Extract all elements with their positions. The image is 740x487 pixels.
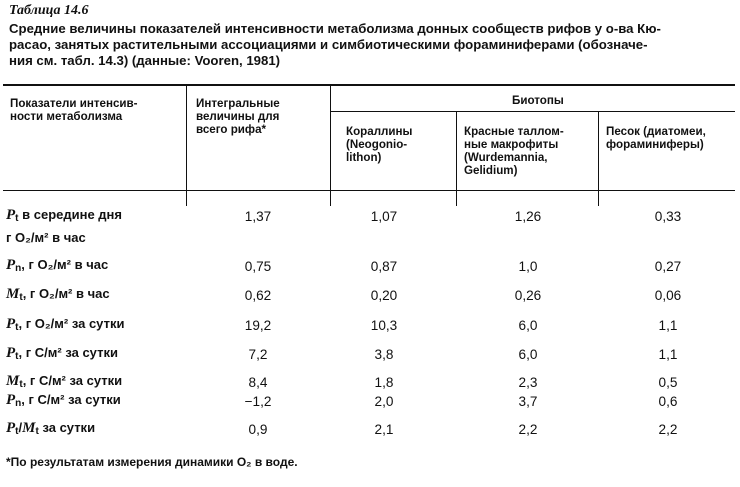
footnote: *По результатам измерения динамики O₂ в воде.	[6, 455, 298, 469]
table-cell: −1,2	[244, 394, 272, 409]
table-cell: 1,37	[244, 209, 272, 224]
header-biotopes: Биотопы	[512, 94, 564, 107]
table-cell: 2,0	[374, 394, 394, 409]
table-cell: 0,9	[248, 422, 268, 437]
row-label: $P_n$, г C/м² за сутки	[6, 392, 121, 409]
table-cell: 0,62	[244, 288, 272, 303]
table-cell: 3,8	[374, 347, 394, 362]
table-cell: 1,26	[514, 209, 542, 224]
table-cell: 19,2	[244, 318, 272, 333]
header-bottom-rule	[3, 190, 735, 191]
table-cell: 0,75	[244, 259, 272, 274]
table-cell: 8,4	[248, 375, 268, 390]
biotope-rule	[330, 111, 735, 112]
table-label: Таблица 14.6	[9, 3, 89, 18]
top-rule	[3, 84, 735, 86]
header-integral: Интегральные величины для всего рифа*	[196, 97, 280, 136]
table-cell: 2,2	[518, 422, 538, 437]
row-label: $P_n$, г O₂/м² в час	[6, 257, 109, 274]
header-indicators: Показатели интенсив- ности метаболизма	[10, 97, 138, 123]
table-cell: 1,07	[370, 209, 398, 224]
table-cell: 6,0	[518, 347, 538, 362]
table-cell: 0,06	[654, 288, 682, 303]
table-cell: 7,2	[248, 347, 268, 362]
table-cell: 2,2	[658, 422, 678, 437]
header-sand: Песок (диатомеи, фораминиферы)	[606, 125, 706, 151]
table-cell: 1,8	[374, 375, 394, 390]
table-cell: 6,0	[518, 318, 538, 333]
table-cell: 0,87	[370, 259, 398, 274]
table-cell: 0,33	[654, 209, 682, 224]
caption-line: Средние величины показателей интенсивности метаболизма донных сообществ рифов у о-ва Кю-	[9, 21, 661, 36]
header-divider	[330, 85, 331, 206]
table-cell: 0,5	[658, 375, 678, 390]
caption-line: расао, занятых растительными ассоциациями и симбиотическими фораминиферами (обозначе-	[9, 37, 648, 52]
row-label: $M_t$, г C/м² за сутки	[6, 373, 123, 390]
table-caption	[9, 21, 735, 69]
table-cell: 3,7	[518, 394, 538, 409]
header-divider	[598, 111, 599, 206]
table-cell: 0,27	[654, 259, 682, 274]
table-cell: 2,1	[374, 422, 394, 437]
table-cell: 0,20	[370, 288, 398, 303]
table-cell: 0,26	[514, 288, 542, 303]
header-corallines: Кораллины (Neogonio- lithon)	[346, 125, 413, 164]
row-label: $P_t/M_t$ за сутки	[6, 420, 96, 437]
table-cell: 0,6	[658, 394, 678, 409]
row-label: $P_t$, г O₂/м² за сутки	[6, 316, 125, 333]
caption-line: ния см. табл. 14.3) (данные: Vooren, 1981)	[9, 53, 281, 68]
table-cell: 10,3	[370, 318, 398, 333]
table-cell: 1,1	[658, 347, 678, 362]
row-label: $M_t$, г O₂/м² в час	[6, 286, 110, 303]
header-divider	[186, 85, 187, 206]
header-divider	[456, 111, 457, 206]
table-cell: 1,0	[518, 259, 538, 274]
table-cell: 1,1	[658, 318, 678, 333]
row-label: $P_t$, г C/м² за сутки	[6, 345, 118, 362]
header-red-algae: Красные таллом- ные макрофиты (Wurdemannia, Gelidium)	[464, 125, 564, 177]
table-cell: 2,3	[518, 375, 538, 390]
row-label: $P_t$ в середине дня г O₂/м² в час	[6, 207, 122, 245]
